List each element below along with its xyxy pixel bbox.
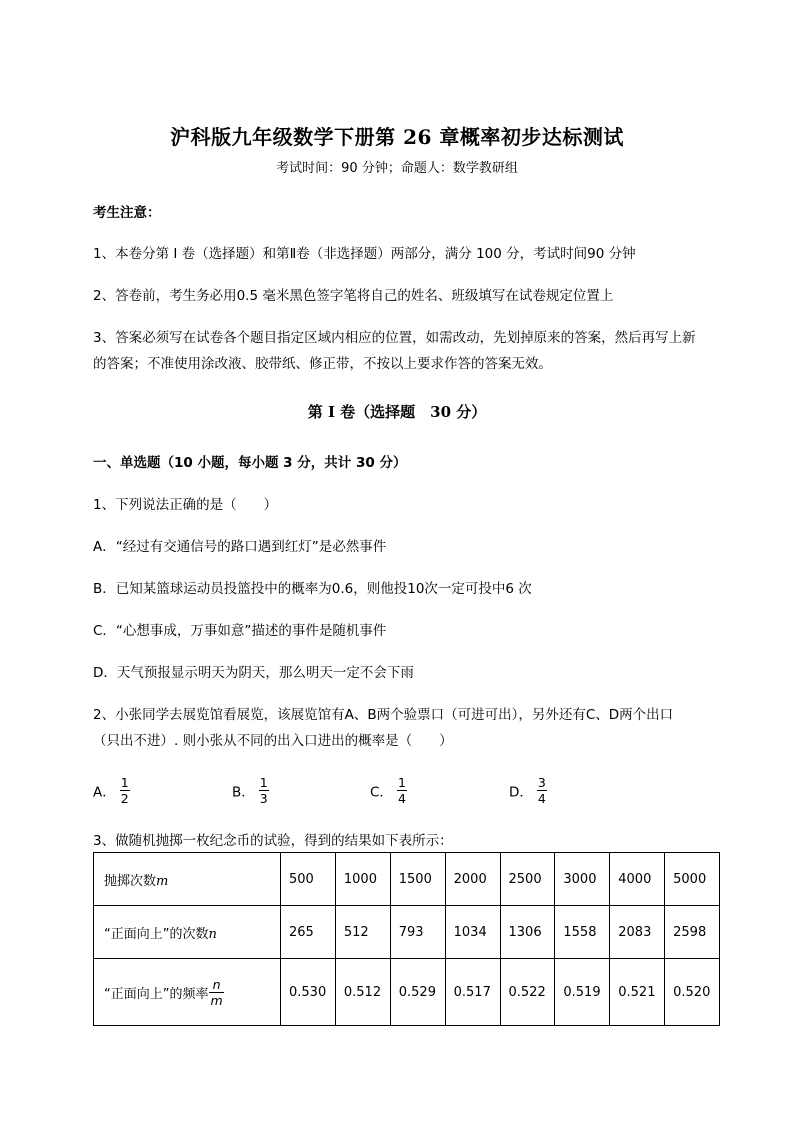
q3-stem: 3、做随机抛掷一枚纪念币的试验，得到的结果如下表所示： bbox=[93, 833, 453, 849]
q1-option-a: A．“经过有交通信号的路口遇到红灯”是必然事件 bbox=[93, 539, 387, 555]
table-cell: 1500 bbox=[390, 853, 445, 906]
table-cell: 2000 bbox=[445, 853, 500, 906]
q2-option-a bbox=[93, 775, 130, 806]
q2-option-a-letter: A． bbox=[93, 784, 116, 801]
table-cell: 0.521 bbox=[610, 959, 665, 1026]
q2-option-b-fraction bbox=[259, 775, 269, 806]
table-cell: 2500 bbox=[500, 853, 555, 906]
table-cell: 0.520 bbox=[665, 959, 720, 1026]
table-row-frequency bbox=[94, 959, 720, 1026]
coin-toss-table bbox=[93, 852, 720, 1026]
row-label-frequency bbox=[94, 959, 281, 1026]
notice-item-3-cont: 的答案；不准使用涂改液、胶带纸、修正带，不按以上要求作答的答案无效。 bbox=[93, 356, 552, 372]
table-cell: 4000 bbox=[610, 853, 665, 906]
fraction-denominator: m bbox=[210, 992, 223, 1008]
table-cell: 500 bbox=[281, 853, 336, 906]
variable-n: n bbox=[208, 926, 217, 942]
row-label-text: “正面向上”的频率 bbox=[104, 986, 209, 1002]
table-cell: 1558 bbox=[555, 906, 610, 959]
section-title: 第 I 卷（选择题 30 分） bbox=[307, 403, 487, 421]
row-label-heads-count bbox=[94, 906, 281, 959]
q2-option-d-fraction bbox=[537, 775, 547, 806]
q2-option-d bbox=[509, 775, 547, 806]
fraction-denominator: 2 bbox=[120, 791, 129, 806]
fraction-denominator: 3 bbox=[259, 791, 268, 806]
q2-stem-line2: （只出不进）. 则小张从不同的出入口进出的概率是（ ） bbox=[93, 733, 453, 749]
fraction-numerator: 3 bbox=[537, 775, 546, 790]
fraction-numerator: n bbox=[209, 977, 223, 993]
q2-option-c-letter: C． bbox=[370, 784, 393, 801]
q1-stem: 1、下列说法正确的是（ ） bbox=[93, 497, 278, 513]
table-cell: 0.522 bbox=[500, 959, 555, 1026]
table-cell: 0.529 bbox=[390, 959, 445, 1026]
table-cell: 5000 bbox=[665, 853, 720, 906]
row-label-text: “正面向上”的次数 bbox=[104, 926, 209, 942]
fraction-numerator: 1 bbox=[397, 775, 406, 790]
q2-option-a-fraction bbox=[120, 775, 130, 806]
q2-option-b-letter: B． bbox=[232, 784, 255, 801]
table-row-tosses bbox=[94, 853, 720, 906]
q1-option-c: C．“心想事成，万事如意”描述的事件是随机事件 bbox=[93, 623, 387, 639]
table-cell: 1000 bbox=[335, 853, 390, 906]
table-cell: 2083 bbox=[610, 906, 665, 959]
notice-item-1: 1、本卷分第 I 卷（选择题）和第Ⅱ卷（非选择题）两部分，满分 100 分，考试时间90 分钟 bbox=[93, 246, 636, 262]
row-label-tosses bbox=[94, 853, 281, 906]
fraction-denominator: 4 bbox=[537, 791, 546, 806]
variable-m: m bbox=[156, 873, 169, 889]
table-cell: 2598 bbox=[665, 906, 720, 959]
notice-item-2: 2、答卷前，考生务必用0.5 毫米黑色签字笔将自己的姓名、班级填写在试卷规定位置上 bbox=[93, 288, 614, 304]
table-cell: 0.512 bbox=[335, 959, 390, 1026]
q2-option-c bbox=[370, 775, 407, 806]
page-title: 沪科版九年级数学下册第 26 章概率初步达标测试 bbox=[170, 125, 624, 149]
fraction-numerator: 1 bbox=[259, 775, 268, 790]
q1-option-d: D．天气预报显示明天为阴天，那么明天一定不会下雨 bbox=[93, 665, 414, 681]
frequency-fraction bbox=[209, 977, 223, 1008]
table-cell: 3000 bbox=[555, 853, 610, 906]
fraction-denominator: 4 bbox=[397, 791, 406, 806]
notice-heading: 考生注意： bbox=[93, 205, 161, 221]
q2-option-d-letter: D． bbox=[509, 784, 533, 801]
part-heading: 一、单选题（10 小题，每小题 3 分，共计 30 分） bbox=[93, 455, 407, 471]
table-cell: 0.530 bbox=[281, 959, 336, 1026]
table-cell: 0.519 bbox=[555, 959, 610, 1026]
q2-option-c-fraction bbox=[397, 775, 407, 806]
row-label-text: 抛掷次数 bbox=[104, 873, 157, 889]
q2-stem-line1: 2、小张同学去展览馆看展览，该展览馆有A、B两个验票口（可进可出），另外还有C、D两个出口 bbox=[93, 707, 674, 723]
table-cell: 793 bbox=[390, 906, 445, 959]
table-cell: 265 bbox=[281, 906, 336, 959]
fraction-numerator: 1 bbox=[120, 775, 129, 790]
table-cell: 512 bbox=[335, 906, 390, 959]
exam-info: 考试时间：90 分钟；命题人：数学教研组 bbox=[276, 161, 518, 176]
q1-option-b: B．已知某篮球运动员投篮投中的概率为0.6，则他投10次一定可投中6 次 bbox=[93, 581, 532, 597]
notice-item-3: 3、答案必须写在试卷各个题目指定区域内相应的位置，如需改动，先划掉原来的答案，然后再写上新 bbox=[93, 330, 696, 346]
table-cell: 1034 bbox=[445, 906, 500, 959]
table-cell: 0.517 bbox=[445, 959, 500, 1026]
table-cell: 1306 bbox=[500, 906, 555, 959]
q2-option-b bbox=[232, 775, 269, 806]
table-row-heads-count bbox=[94, 906, 720, 959]
